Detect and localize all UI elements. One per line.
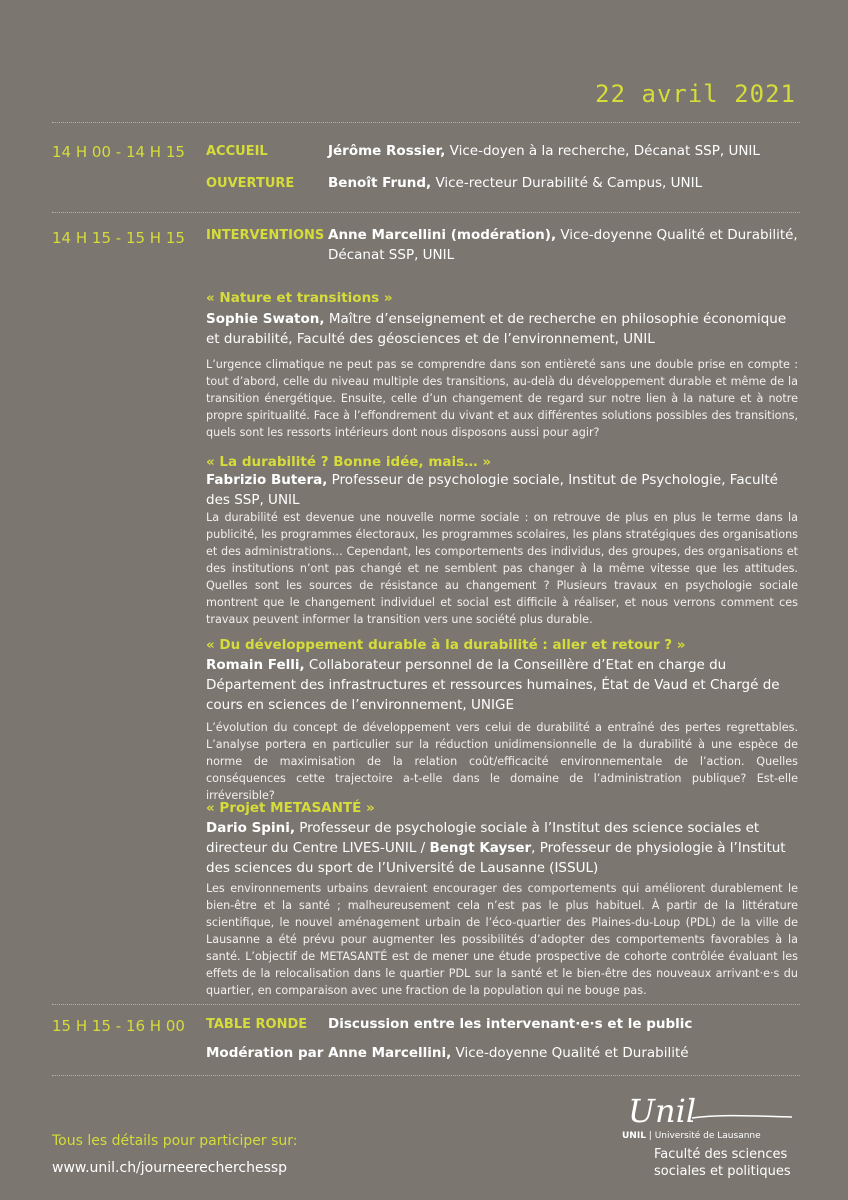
talk-speaker bbox=[206, 470, 798, 510]
speaker-role: Vice-recteur Durabilité & Campus, UNIL bbox=[431, 175, 703, 191]
speaker-name: Bengt Kayser bbox=[429, 840, 532, 856]
talk-abstract: L’évolution du concept de développement vers celui de durabilité a entraîné des pertes regrettables. L’analyse portera en particulier sur la réduction unidimensionnelle de la durabilité à une espèce de norme de maximisation de la relation coût/efficacité environnementale de l’action. Quelles conséquences cette trajectoire a-t-elle dans le domaine de l’administration publique? Est-elle irréversible? bbox=[206, 721, 798, 802]
talk-title: « Du développement durable à la durabilité : aller et retour ? » bbox=[206, 637, 686, 653]
talk-abstract: L’urgence climatique ne peut pas se comprendre dans son entièreté sans une double prise en compte : tout d’abord, celle du niveau multiple des transitions, au-delà du développement durable et même de la transition énergétique. Ensuite, celle d’un changement de regard sur notre lien à la nature et à notre propre spiritualité. Face à l’effondrement du vivant et aux différentes solutions possibles des transitions, quels sont les ressorts intérieurs dont nous disposons aussi pour agir? bbox=[206, 358, 798, 439]
talk-title: « Projet METASANTÉ » bbox=[206, 800, 375, 816]
talk-abstract: La durabilité est devenue une nouvelle norme sociale : on retrouve de plus en plus le terme dans la publicité, les programmes électoraux, les programmes scolaires, les plans stratégiques des organisations et des administrations… Cependant, les comportements des individus, des groupes, des organisations et des institutions n’ont pas changé et ne semblent pas changer à la même vitesse que les attitudes. Quelles sont les sources de résistance au changement ? Plusieurs travaux en psychologie sociale montrent que le changement individuel et social est difficile à réaliser, et nous verrons comment ces travaux peuvent informer la transition vers une société plus durable. bbox=[206, 511, 798, 626]
speaker-role: Maître d’enseignement et de recherche en philosophie économique et durabilité, Faculté des géosciences et de l’environnement, UNIL bbox=[206, 311, 787, 347]
speaker-name: Jérôme Rossier, bbox=[328, 143, 446, 159]
logo-unil: UNIL bbox=[622, 1131, 646, 1141]
moderation bbox=[206, 1043, 798, 1063]
logo-university-name: | Université de Lausanne bbox=[645, 1131, 761, 1141]
label-interventions: INTERVENTIONS bbox=[206, 228, 325, 243]
time-slot-1: 14 H 00 - 14 H 15 bbox=[52, 143, 185, 161]
speaker-name: Modération par Anne Marcellini, bbox=[206, 1045, 452, 1061]
accueil-speaker bbox=[328, 141, 798, 161]
speaker-role: Vice-doyen à la recherche, Décanat SSP, UNIL bbox=[445, 143, 760, 159]
unil-logo-mark: Unil bbox=[628, 1092, 697, 1130]
speaker-role: Professeur de psychologie sociale à l’Institut des science sociales et directeur du Centre LIVES-UNIL / bbox=[206, 820, 760, 856]
ouverture-speaker bbox=[328, 173, 798, 193]
logo-university bbox=[622, 1131, 761, 1141]
speaker-name: Benoît Frund, bbox=[328, 175, 432, 191]
label-accueil: ACCUEIL bbox=[206, 144, 268, 159]
speaker-name: Sophie Swaton, bbox=[206, 311, 325, 327]
footer-label: Tous les détails pour participer sur: bbox=[52, 1133, 298, 1149]
discussion: Discussion entre les intervenant·e·s et le public bbox=[328, 1016, 693, 1032]
event-date: 22 avril 2021 bbox=[595, 80, 796, 108]
talk-abstract: Les environnements urbains devraient encourager des comportements qui améliorent durablement le bien-être et la santé ; malheureusement cela n’est pas le plus habituel. À partir de la littérature scientifique, le nouvel aménagement urbain de l’éco-quartier des Plaines-du-Loup (PDL) de la ville de Lausanne a été prévu pour augmenter les possibilités d’adopter des comportements favorables à la santé. L’objectif de METASANTÉ est de mener une étude prospective de cohorte contrôlée évaluant les effets de la relocalisation dans le quartier PDL sur la santé et le bien-être des nouveaux arrivant·e·s du quartier, en comparaison avec une fraction de la population qui ne bouge pas. bbox=[206, 882, 798, 997]
speaker-role: Collaborateur personnel de la Conseillère d’Etat en charge du Département des infrastructures et ressources humaines, État de Vaud et Chargé de cours en sciences de l’environnement, UNIGE bbox=[206, 657, 780, 713]
speaker-role: Professeur de psychologie sociale, Institut de Psychologie, Faculté des SSP, UNIL bbox=[206, 472, 778, 508]
divider bbox=[52, 1004, 800, 1005]
speaker-name: Romain Felli, bbox=[206, 657, 305, 673]
faculty-name: Faculté des sciences sociales et politiques bbox=[654, 1147, 791, 1179]
talk-title: « Nature et transitions » bbox=[206, 290, 393, 306]
time-slot-3: 15 H 15 - 16 H 00 bbox=[52, 1017, 185, 1035]
divider bbox=[52, 1075, 800, 1076]
speaker-name: Fabrizio Butera, bbox=[206, 472, 328, 488]
unil-logo bbox=[622, 1092, 832, 1132]
footer-url[interactable]: www.unil.ch/journeerecherchessp bbox=[52, 1160, 288, 1176]
speaker-name: Anne Marcellini (modération), bbox=[328, 227, 557, 243]
speaker-name: Dario Spini, bbox=[206, 820, 295, 836]
divider bbox=[52, 212, 800, 213]
talk-speaker bbox=[206, 818, 798, 878]
talk-speaker bbox=[206, 655, 798, 715]
speaker-role: Vice-doyenne Qualité et Durabilité, Décanat SSP, UNIL bbox=[328, 227, 798, 263]
talk-speaker bbox=[206, 309, 798, 349]
label-table-ronde: TABLE RONDE bbox=[206, 1017, 308, 1032]
moderator bbox=[328, 225, 798, 265]
divider bbox=[52, 122, 800, 123]
speaker-role: , Professeur de physiologie à l’Institut des sciences du sport de l’Université de Lausanne (ISSUL) bbox=[206, 840, 786, 876]
talk-title: « La durabilité ? Bonne idée, mais… » bbox=[206, 454, 492, 470]
time-slot-2: 14 H 15 - 15 H 15 bbox=[52, 229, 185, 247]
label-ouverture: OUVERTURE bbox=[206, 176, 295, 191]
speaker-role: Vice-doyenne Qualité et Durabilité bbox=[451, 1045, 689, 1061]
